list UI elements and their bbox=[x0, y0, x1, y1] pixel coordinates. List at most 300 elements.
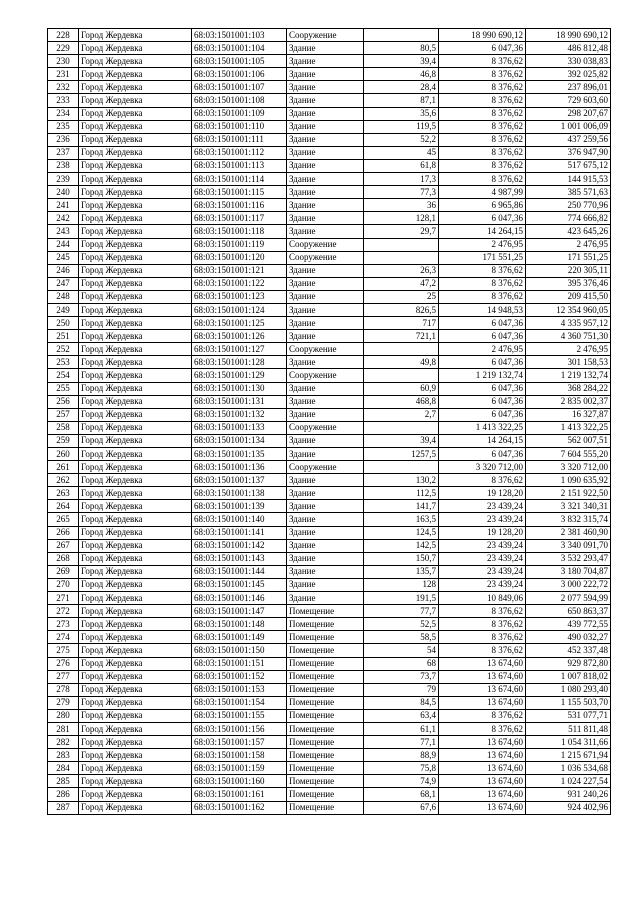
area-cell: 87,1 bbox=[364, 94, 439, 107]
settlement-name-cell: Город Жердевка bbox=[79, 448, 192, 461]
area-cell: 2,7 bbox=[364, 408, 439, 421]
table-row bbox=[48, 683, 611, 696]
cadastral-number-cell: 68:03:1501001:106 bbox=[192, 68, 287, 81]
cadastral-number-cell: 68:03:1501001:129 bbox=[192, 369, 287, 382]
cadastral-value-cell: 562 007,51 bbox=[526, 434, 611, 447]
specific-value-cell: 8 376,62 bbox=[439, 94, 526, 107]
specific-value-cell: 6 047,36 bbox=[439, 382, 526, 395]
cadastral-value-cell: 531 077,71 bbox=[526, 709, 611, 722]
area-cell: 26,3 bbox=[364, 264, 439, 277]
table-row bbox=[48, 212, 611, 225]
table-row bbox=[48, 133, 611, 146]
cadastral-number-cell: 68:03:1501001:142 bbox=[192, 539, 287, 552]
table-row bbox=[48, 448, 611, 461]
cadastral-value-cell: 490 032,27 bbox=[526, 631, 611, 644]
row-number-cell: 261 bbox=[48, 461, 79, 474]
row-number-cell: 239 bbox=[48, 173, 79, 186]
object-type-cell: Здание bbox=[287, 303, 364, 316]
cadastral-value-table bbox=[47, 28, 611, 815]
settlement-name-cell: Город Жердевка bbox=[79, 709, 192, 722]
table-row bbox=[48, 578, 611, 591]
settlement-name-cell: Город Жердевка bbox=[79, 29, 192, 42]
object-type-cell: Здание bbox=[287, 513, 364, 526]
object-type-cell: Здание bbox=[287, 382, 364, 395]
object-type-cell: Здание bbox=[287, 68, 364, 81]
table-row bbox=[48, 343, 611, 356]
specific-value-cell: 14 264,15 bbox=[439, 225, 526, 238]
cadastral-number-cell: 68:03:1501001:119 bbox=[192, 238, 287, 251]
area-cell bbox=[364, 461, 439, 474]
row-number-cell: 230 bbox=[48, 55, 79, 68]
table-row bbox=[48, 762, 611, 775]
specific-value-cell: 8 376,62 bbox=[439, 264, 526, 277]
object-type-cell: Сооружение bbox=[287, 461, 364, 474]
area-cell: 67,6 bbox=[364, 801, 439, 814]
cadastral-number-cell: 68:03:1501001:126 bbox=[192, 330, 287, 343]
table-row bbox=[48, 788, 611, 801]
row-number-cell: 234 bbox=[48, 107, 79, 120]
cadastral-number-cell: 68:03:1501001:157 bbox=[192, 736, 287, 749]
table-row bbox=[48, 199, 611, 212]
cadastral-value-cell: 1 007 818,02 bbox=[526, 670, 611, 683]
object-type-cell: Помещение bbox=[287, 644, 364, 657]
specific-value-cell: 1 219 132,74 bbox=[439, 369, 526, 382]
cadastral-number-cell: 68:03:1501001:138 bbox=[192, 487, 287, 500]
object-type-cell: Здание bbox=[287, 212, 364, 225]
specific-value-cell: 8 376,62 bbox=[439, 120, 526, 133]
settlement-name-cell: Город Жердевка bbox=[79, 421, 192, 434]
table-row bbox=[48, 631, 611, 644]
area-cell: 150,7 bbox=[364, 552, 439, 565]
table-row bbox=[48, 277, 611, 290]
object-type-cell: Помещение bbox=[287, 670, 364, 683]
object-type-cell: Здание bbox=[287, 290, 364, 303]
specific-value-cell: 13 674,60 bbox=[439, 696, 526, 709]
specific-value-cell: 8 376,62 bbox=[439, 107, 526, 120]
row-number-cell: 283 bbox=[48, 749, 79, 762]
cadastral-number-cell: 68:03:1501001:107 bbox=[192, 81, 287, 94]
row-number-cell: 244 bbox=[48, 238, 79, 251]
table-row bbox=[48, 801, 611, 814]
area-cell: 75,8 bbox=[364, 762, 439, 775]
settlement-name-cell: Город Жердевка bbox=[79, 487, 192, 500]
settlement-name-cell: Город Жердевка bbox=[79, 683, 192, 696]
object-type-cell: Здание bbox=[287, 552, 364, 565]
settlement-name-cell: Город Жердевка bbox=[79, 461, 192, 474]
table-row bbox=[48, 382, 611, 395]
cadastral-number-cell: 68:03:1501001:118 bbox=[192, 225, 287, 238]
object-type-cell: Здание bbox=[287, 526, 364, 539]
table-row bbox=[48, 605, 611, 618]
cadastral-value-cell: 650 863,37 bbox=[526, 605, 611, 618]
object-type-cell: Помещение bbox=[287, 775, 364, 788]
object-type-cell: Здание bbox=[287, 225, 364, 238]
object-type-cell: Сооружение bbox=[287, 369, 364, 382]
cadastral-value-cell: 376 947,90 bbox=[526, 146, 611, 159]
table-row bbox=[48, 81, 611, 94]
table-row bbox=[48, 173, 611, 186]
area-cell: 47,2 bbox=[364, 277, 439, 290]
area-cell: 61,1 bbox=[364, 722, 439, 735]
row-number-cell: 267 bbox=[48, 539, 79, 552]
cadastral-number-cell: 68:03:1501001:134 bbox=[192, 434, 287, 447]
cadastral-number-cell: 68:03:1501001:124 bbox=[192, 303, 287, 316]
object-type-cell: Здание bbox=[287, 487, 364, 500]
row-number-cell: 259 bbox=[48, 434, 79, 447]
object-type-cell: Здание bbox=[287, 186, 364, 199]
cadastral-number-cell: 68:03:1501001:145 bbox=[192, 578, 287, 591]
specific-value-cell: 23 439,24 bbox=[439, 513, 526, 526]
row-number-cell: 246 bbox=[48, 264, 79, 277]
cadastral-value-cell: 4 360 751,30 bbox=[526, 330, 611, 343]
settlement-name-cell: Город Жердевка bbox=[79, 225, 192, 238]
area-cell: 36 bbox=[364, 199, 439, 212]
cadastral-number-cell: 68:03:1501001:146 bbox=[192, 592, 287, 605]
settlement-name-cell: Город Жердевка bbox=[79, 277, 192, 290]
area-cell: 84,5 bbox=[364, 696, 439, 709]
area-cell bbox=[364, 238, 439, 251]
object-type-cell: Помещение bbox=[287, 683, 364, 696]
row-number-cell: 235 bbox=[48, 120, 79, 133]
settlement-name-cell: Город Жердевка bbox=[79, 55, 192, 68]
settlement-name-cell: Город Жердевка bbox=[79, 290, 192, 303]
settlement-name-cell: Город Жердевка bbox=[79, 107, 192, 120]
row-number-cell: 233 bbox=[48, 94, 79, 107]
table-row bbox=[48, 434, 611, 447]
cadastral-number-cell: 68:03:1501001:114 bbox=[192, 173, 287, 186]
area-cell: 58,5 bbox=[364, 631, 439, 644]
cadastral-number-cell: 68:03:1501001:137 bbox=[192, 474, 287, 487]
table-row bbox=[48, 369, 611, 382]
area-cell: 29,7 bbox=[364, 225, 439, 238]
specific-value-cell: 8 376,62 bbox=[439, 133, 526, 146]
area-cell: 826,5 bbox=[364, 303, 439, 316]
settlement-name-cell: Город Жердевка bbox=[79, 552, 192, 565]
specific-value-cell: 4 987,99 bbox=[439, 186, 526, 199]
settlement-name-cell: Город Жердевка bbox=[79, 565, 192, 578]
cadastral-value-cell: 1 413 322,25 bbox=[526, 421, 611, 434]
cadastral-number-cell: 68:03:1501001:103 bbox=[192, 29, 287, 42]
settlement-name-cell: Город Жердевка bbox=[79, 330, 192, 343]
cadastral-value-cell: 144 915,53 bbox=[526, 173, 611, 186]
cadastral-number-cell: 68:03:1501001:136 bbox=[192, 461, 287, 474]
row-number-cell: 286 bbox=[48, 788, 79, 801]
cadastral-value-cell: 18 990 690,12 bbox=[526, 29, 611, 42]
settlement-name-cell: Город Жердевка bbox=[79, 644, 192, 657]
area-cell: 61,8 bbox=[364, 159, 439, 172]
table-row bbox=[48, 749, 611, 762]
cadastral-value-cell: 220 305,11 bbox=[526, 264, 611, 277]
table-row bbox=[48, 29, 611, 42]
settlement-name-cell: Город Жердевка bbox=[79, 500, 192, 513]
settlement-name-cell: Город Жердевка bbox=[79, 251, 192, 264]
row-number-cell: 231 bbox=[48, 68, 79, 81]
area-cell: 77,7 bbox=[364, 605, 439, 618]
cadastral-value-cell: 330 038,83 bbox=[526, 55, 611, 68]
object-type-cell: Помещение bbox=[287, 631, 364, 644]
area-cell: 142,5 bbox=[364, 539, 439, 552]
table-row bbox=[48, 552, 611, 565]
area-cell: 88,9 bbox=[364, 749, 439, 762]
object-type-cell: Здание bbox=[287, 133, 364, 146]
cadastral-number-cell: 68:03:1501001:144 bbox=[192, 565, 287, 578]
row-number-cell: 271 bbox=[48, 592, 79, 605]
object-type-cell: Здание bbox=[287, 578, 364, 591]
area-cell: 17,3 bbox=[364, 173, 439, 186]
area-cell: 52,2 bbox=[364, 133, 439, 146]
cadastral-value-cell: 1 001 006,09 bbox=[526, 120, 611, 133]
cadastral-value-cell: 385 571,63 bbox=[526, 186, 611, 199]
area-cell: 49,8 bbox=[364, 356, 439, 369]
specific-value-cell: 8 376,62 bbox=[439, 631, 526, 644]
cadastral-number-cell: 68:03:1501001:116 bbox=[192, 199, 287, 212]
object-type-cell: Помещение bbox=[287, 762, 364, 775]
cadastral-value-cell: 924 402,96 bbox=[526, 801, 611, 814]
specific-value-cell: 1 413 322,25 bbox=[439, 421, 526, 434]
area-cell: 717 bbox=[364, 317, 439, 330]
area-cell bbox=[364, 421, 439, 434]
cadastral-value-cell: 511 811,48 bbox=[526, 722, 611, 735]
settlement-name-cell: Город Жердевка bbox=[79, 722, 192, 735]
specific-value-cell: 6 047,36 bbox=[439, 395, 526, 408]
object-type-cell: Здание bbox=[287, 434, 364, 447]
area-cell: 74,9 bbox=[364, 775, 439, 788]
table-row bbox=[48, 526, 611, 539]
row-number-cell: 237 bbox=[48, 146, 79, 159]
cadastral-number-cell: 68:03:1501001:133 bbox=[192, 421, 287, 434]
cadastral-number-cell: 68:03:1501001:154 bbox=[192, 696, 287, 709]
table-row bbox=[48, 618, 611, 631]
object-type-cell: Здание bbox=[287, 408, 364, 421]
cadastral-value-cell: 392 025,82 bbox=[526, 68, 611, 81]
object-type-cell: Помещение bbox=[287, 736, 364, 749]
object-type-cell: Здание bbox=[287, 317, 364, 330]
table-row bbox=[48, 330, 611, 343]
specific-value-cell: 3 320 712,00 bbox=[439, 461, 526, 474]
cadastral-value-cell: 729 603,60 bbox=[526, 94, 611, 107]
object-type-cell: Сооружение bbox=[287, 421, 364, 434]
settlement-name-cell: Город Жердевка bbox=[79, 94, 192, 107]
specific-value-cell: 8 376,62 bbox=[439, 159, 526, 172]
table-row bbox=[48, 513, 611, 526]
cadastral-value-cell: 4 335 957,12 bbox=[526, 317, 611, 330]
cadastral-value-cell: 237 896,01 bbox=[526, 81, 611, 94]
cadastral-number-cell: 68:03:1501001:158 bbox=[192, 749, 287, 762]
cadastral-number-cell: 68:03:1501001:127 bbox=[192, 343, 287, 356]
settlement-name-cell: Город Жердевка bbox=[79, 657, 192, 670]
cadastral-number-cell: 68:03:1501001:125 bbox=[192, 317, 287, 330]
specific-value-cell: 8 376,62 bbox=[439, 146, 526, 159]
row-number-cell: 249 bbox=[48, 303, 79, 316]
settlement-name-cell: Город Жердевка bbox=[79, 592, 192, 605]
specific-value-cell: 13 674,60 bbox=[439, 736, 526, 749]
row-number-cell: 228 bbox=[48, 29, 79, 42]
row-number-cell: 232 bbox=[48, 81, 79, 94]
cadastral-value-cell: 171 551,25 bbox=[526, 251, 611, 264]
row-number-cell: 276 bbox=[48, 657, 79, 670]
row-number-cell: 272 bbox=[48, 605, 79, 618]
area-cell: 39,4 bbox=[364, 434, 439, 447]
settlement-name-cell: Город Жердевка bbox=[79, 474, 192, 487]
area-cell: 128 bbox=[364, 578, 439, 591]
settlement-name-cell: Город Жердевка bbox=[79, 513, 192, 526]
object-type-cell: Помещение bbox=[287, 801, 364, 814]
cadastral-number-cell: 68:03:1501001:155 bbox=[192, 709, 287, 722]
row-number-cell: 253 bbox=[48, 356, 79, 369]
specific-value-cell: 6 047,36 bbox=[439, 42, 526, 55]
cadastral-value-cell: 1 036 534,68 bbox=[526, 762, 611, 775]
row-number-cell: 252 bbox=[48, 343, 79, 356]
area-cell: 163,5 bbox=[364, 513, 439, 526]
cadastral-number-cell: 68:03:1501001:141 bbox=[192, 526, 287, 539]
settlement-name-cell: Город Жердевка bbox=[79, 736, 192, 749]
settlement-name-cell: Город Жердевка bbox=[79, 434, 192, 447]
area-cell: 45 bbox=[364, 146, 439, 159]
row-number-cell: 251 bbox=[48, 330, 79, 343]
row-number-cell: 258 bbox=[48, 421, 79, 434]
object-type-cell: Здание bbox=[287, 277, 364, 290]
object-type-cell: Здание bbox=[287, 264, 364, 277]
cadastral-value-cell: 486 812,48 bbox=[526, 42, 611, 55]
cadastral-number-cell: 68:03:1501001:135 bbox=[192, 448, 287, 461]
cadastral-number-cell: 68:03:1501001:131 bbox=[192, 395, 287, 408]
object-type-cell: Помещение bbox=[287, 709, 364, 722]
table-row bbox=[48, 500, 611, 513]
specific-value-cell: 6 047,36 bbox=[439, 317, 526, 330]
row-number-cell: 255 bbox=[48, 382, 79, 395]
specific-value-cell: 8 376,62 bbox=[439, 173, 526, 186]
cadastral-number-cell: 68:03:1501001:111 bbox=[192, 133, 287, 146]
cadastral-number-cell: 68:03:1501001:153 bbox=[192, 683, 287, 696]
table-row bbox=[48, 474, 611, 487]
area-cell bbox=[364, 29, 439, 42]
object-type-cell: Здание bbox=[287, 159, 364, 172]
cadastral-value-cell: 298 207,67 bbox=[526, 107, 611, 120]
table-row bbox=[48, 657, 611, 670]
settlement-name-cell: Город Жердевка bbox=[79, 539, 192, 552]
table-row bbox=[48, 107, 611, 120]
cadastral-value-cell: 1 080 293,40 bbox=[526, 683, 611, 696]
row-number-cell: 275 bbox=[48, 644, 79, 657]
table-row bbox=[48, 146, 611, 159]
settlement-name-cell: Город Жердевка bbox=[79, 382, 192, 395]
cadastral-value-cell: 1 215 671,94 bbox=[526, 749, 611, 762]
specific-value-cell: 13 674,60 bbox=[439, 683, 526, 696]
area-cell bbox=[364, 369, 439, 382]
settlement-name-cell: Город Жердевка bbox=[79, 159, 192, 172]
settlement-name-cell: Город Жердевка bbox=[79, 186, 192, 199]
object-type-cell: Здание bbox=[287, 448, 364, 461]
specific-value-cell: 2 476,95 bbox=[439, 343, 526, 356]
specific-value-cell: 8 376,62 bbox=[439, 644, 526, 657]
table-row bbox=[48, 487, 611, 500]
cadastral-number-cell: 68:03:1501001:121 bbox=[192, 264, 287, 277]
table-row bbox=[48, 461, 611, 474]
area-cell: 721,1 bbox=[364, 330, 439, 343]
table-row bbox=[48, 408, 611, 421]
specific-value-cell: 8 376,62 bbox=[439, 474, 526, 487]
object-type-cell: Здание bbox=[287, 146, 364, 159]
settlement-name-cell: Город Жердевка bbox=[79, 133, 192, 146]
area-cell: 468,8 bbox=[364, 395, 439, 408]
settlement-name-cell: Город Жердевка bbox=[79, 81, 192, 94]
object-type-cell: Помещение bbox=[287, 618, 364, 631]
row-number-cell: 278 bbox=[48, 683, 79, 696]
cadastral-value-cell: 12 354 960,05 bbox=[526, 303, 611, 316]
row-number-cell: 268 bbox=[48, 552, 79, 565]
settlement-name-cell: Город Жердевка bbox=[79, 762, 192, 775]
table-row bbox=[48, 120, 611, 133]
table-body bbox=[48, 29, 611, 815]
area-cell: 1257,5 bbox=[364, 448, 439, 461]
cadastral-value-cell: 1 155 503,70 bbox=[526, 696, 611, 709]
settlement-name-cell: Город Жердевка bbox=[79, 317, 192, 330]
settlement-name-cell: Город Жердевка bbox=[79, 343, 192, 356]
object-type-cell: Здание bbox=[287, 173, 364, 186]
table-row bbox=[48, 42, 611, 55]
cadastral-value-cell: 1 219 132,74 bbox=[526, 369, 611, 382]
row-number-cell: 277 bbox=[48, 670, 79, 683]
specific-value-cell: 6 047,36 bbox=[439, 212, 526, 225]
table-row bbox=[48, 395, 611, 408]
row-number-cell: 270 bbox=[48, 578, 79, 591]
area-cell: 80,5 bbox=[364, 42, 439, 55]
cadastral-number-cell: 68:03:1501001:104 bbox=[192, 42, 287, 55]
specific-value-cell: 23 439,24 bbox=[439, 552, 526, 565]
cadastral-value-cell: 16 327,87 bbox=[526, 408, 611, 421]
table-row bbox=[48, 775, 611, 788]
row-number-cell: 287 bbox=[48, 801, 79, 814]
table-row bbox=[48, 159, 611, 172]
row-number-cell: 266 bbox=[48, 526, 79, 539]
specific-value-cell: 8 376,62 bbox=[439, 55, 526, 68]
area-cell: 52,5 bbox=[364, 618, 439, 631]
table-row bbox=[48, 290, 611, 303]
specific-value-cell: 13 674,60 bbox=[439, 749, 526, 762]
specific-value-cell: 18 990 690,12 bbox=[439, 29, 526, 42]
area-cell: 128,1 bbox=[364, 212, 439, 225]
settlement-name-cell: Город Жердевка bbox=[79, 199, 192, 212]
row-number-cell: 250 bbox=[48, 317, 79, 330]
settlement-name-cell: Город Жердевка bbox=[79, 212, 192, 225]
area-cell: 54 bbox=[364, 644, 439, 657]
cadastral-number-cell: 68:03:1501001:113 bbox=[192, 159, 287, 172]
row-number-cell: 248 bbox=[48, 290, 79, 303]
cadastral-value-cell: 452 337,48 bbox=[526, 644, 611, 657]
object-type-cell: Здание bbox=[287, 199, 364, 212]
row-number-cell: 285 bbox=[48, 775, 79, 788]
cadastral-value-cell: 931 240,26 bbox=[526, 788, 611, 801]
table-row bbox=[48, 356, 611, 369]
area-cell: 28,4 bbox=[364, 81, 439, 94]
cadastral-value-cell: 3 321 340,31 bbox=[526, 500, 611, 513]
area-cell bbox=[364, 251, 439, 264]
cadastral-value-cell: 7 604 555,20 bbox=[526, 448, 611, 461]
area-cell: 112,5 bbox=[364, 487, 439, 500]
object-type-cell: Помещение bbox=[287, 696, 364, 709]
row-number-cell: 241 bbox=[48, 199, 79, 212]
area-cell bbox=[364, 343, 439, 356]
cadastral-number-cell: 68:03:1501001:117 bbox=[192, 212, 287, 225]
settlement-name-cell: Город Жердевка bbox=[79, 173, 192, 186]
table-row bbox=[48, 722, 611, 735]
table-row bbox=[48, 303, 611, 316]
table-row bbox=[48, 94, 611, 107]
table-row bbox=[48, 539, 611, 552]
cadastral-number-cell: 68:03:1501001:143 bbox=[192, 552, 287, 565]
object-type-cell: Здание bbox=[287, 120, 364, 133]
cadastral-number-cell: 68:03:1501001:108 bbox=[192, 94, 287, 107]
